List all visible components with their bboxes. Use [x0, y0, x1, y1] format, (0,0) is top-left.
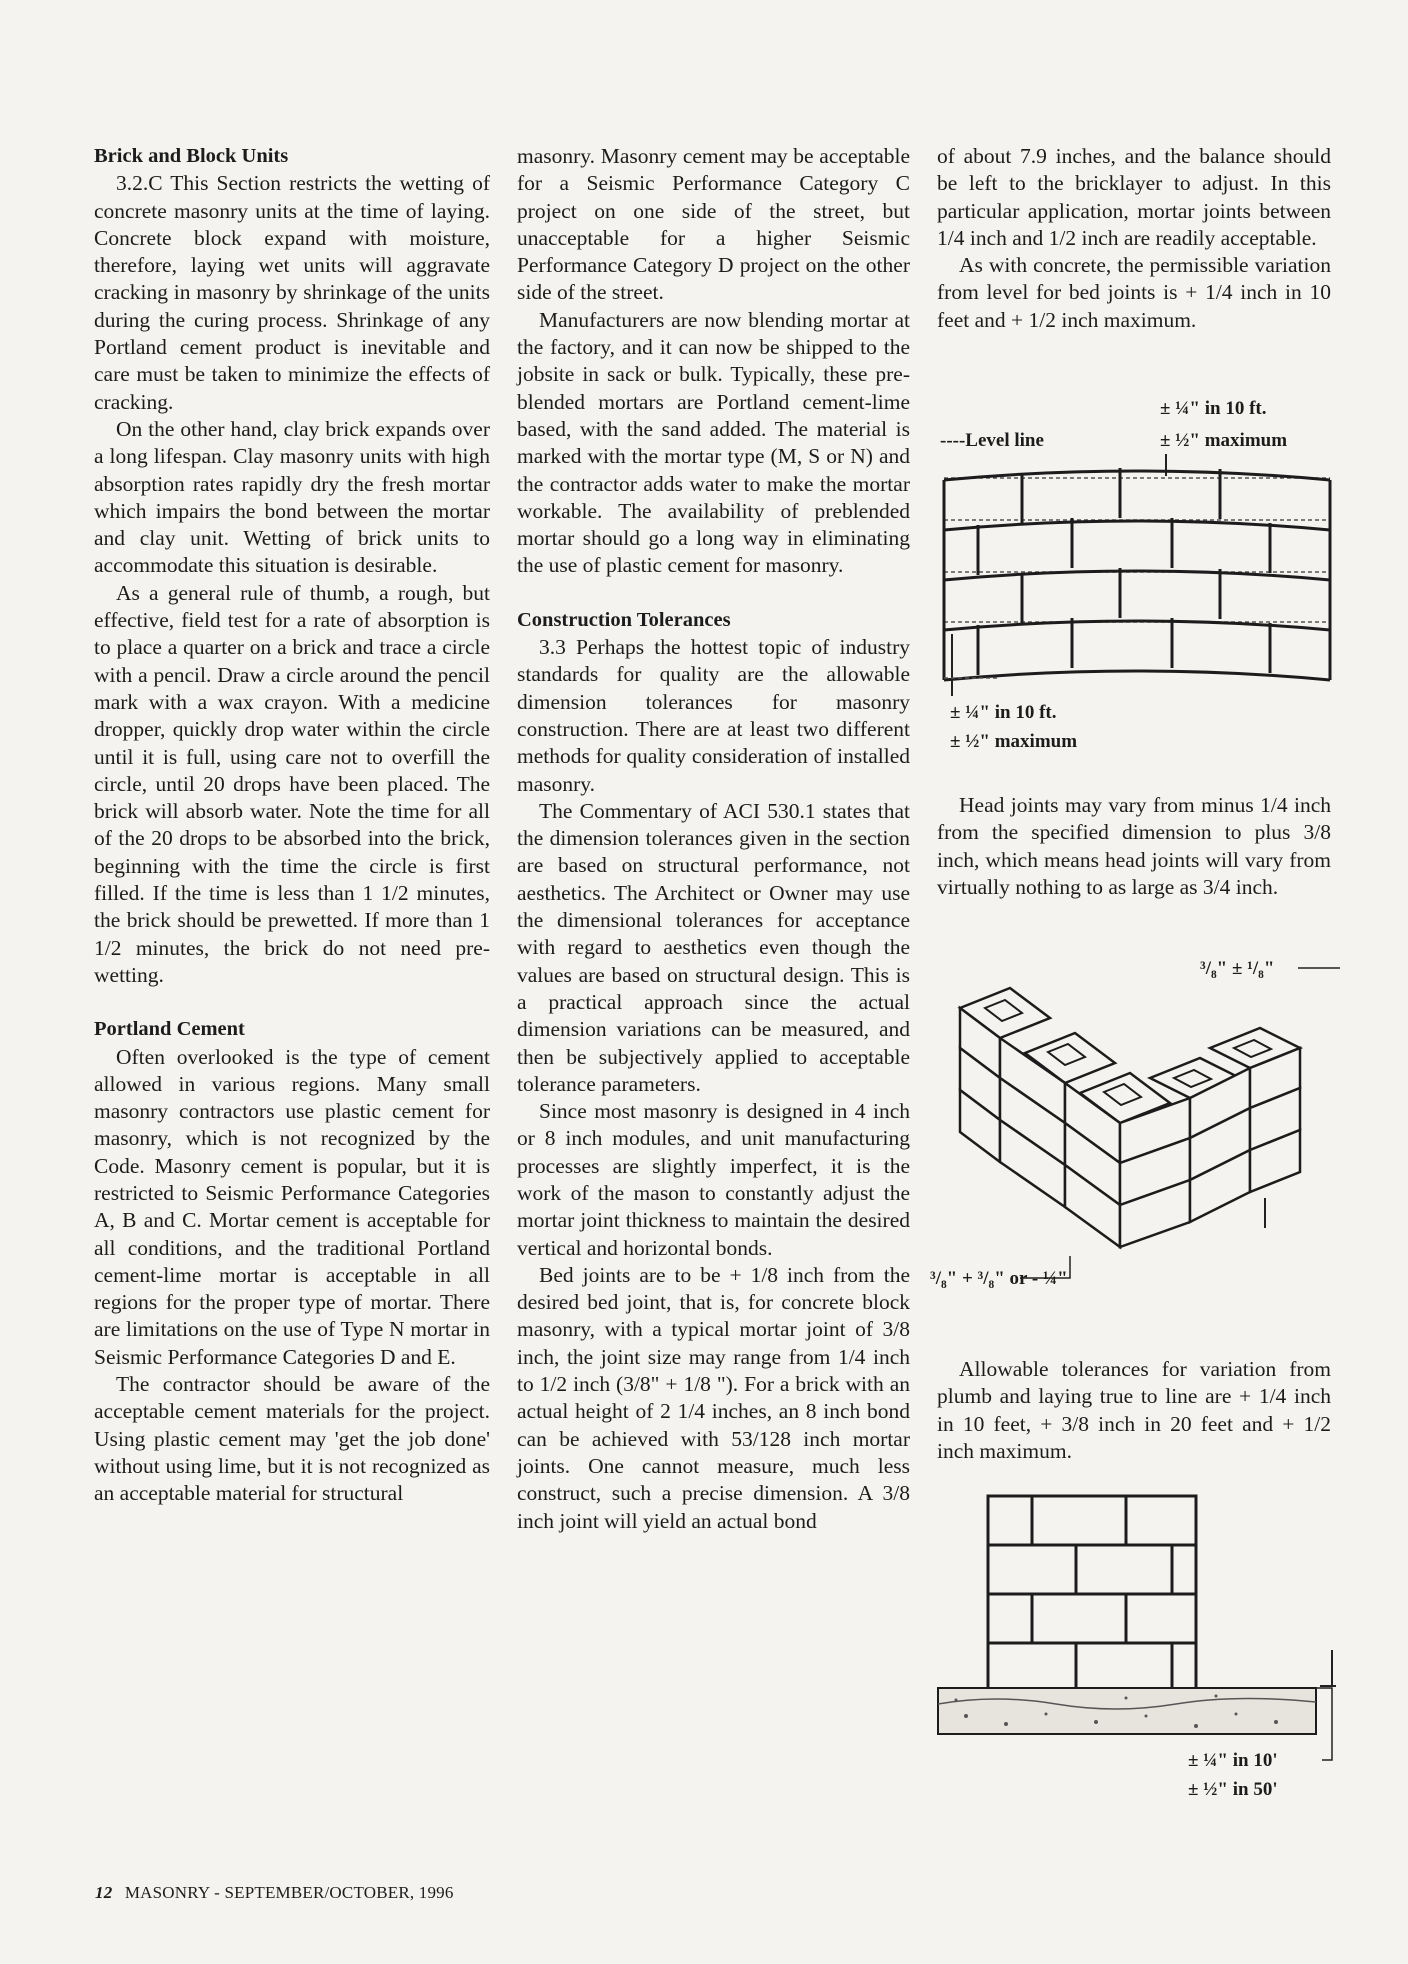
text-column-1	[94, 143, 490, 1508]
page-number: 12	[95, 1883, 113, 1902]
fig3-tol-1: ± ¼" in 10'	[1188, 1750, 1278, 1771]
text-column-3	[937, 143, 1331, 334]
paragraph: Manufacturers are now blending mortar at the factory, and it can now be shipped to the jobsite in sack or bulk. Typically, these pre-blended mortars are Portland cement-lime based, with the sand added. The material is marked with the mortar type (M, S or N) and the contractor adds water to make the mortar workable. The availability of preblended mortar should go a long way in eliminating the use of plastic cement for masonry.	[517, 307, 910, 578]
heading-brick-block-units: Brick and Block Units	[94, 145, 289, 167]
figure-bed-joint-level-tolerance	[940, 396, 1340, 766]
heading-portland-cement: Portland Cement	[94, 1018, 245, 1041]
fig1-top-tol-1: ± ¼" in 10 ft.	[1160, 398, 1267, 419]
paragraph: The Commentary of ACI 530.1 states that the dimension tolerances given in the section are based on structural performance, not aesthetics. The Architect or Owner may use the dimensional tolerances for acceptance with regard to aesthetics even though the values are based on structural design. This is a practical approach since the actual dimension variations can be measured, and then be subjectively applied to acceptable tolerance parameters.	[517, 798, 910, 1096]
figure-plumb-tolerance	[936, 1490, 1336, 1810]
paragraph: Head joints may vary from minus 1/4 inch from the specified dimension to plus 3/8 inch, which means head joints will vary from virtually nothing to as large as 3/4 inch.	[937, 793, 1331, 899]
text-block-head-joints	[937, 792, 1331, 901]
fig3-tol-2: ± ½" in 50'	[1188, 1779, 1278, 1800]
paragraph: The contractor should be aware of the acceptable cement materials for the project. Using plastic cement may 'get the job done' without using lime, but it is not recognized as an acceptable material for structural	[94, 1372, 490, 1506]
figure-head-joint-tolerance-corner	[930, 948, 1340, 1298]
paragraph: 3.2.C This Section restricts the wetting of concrete masonry units at the time of laying. Concrete block expand with moisture, therefore, laying wet units will aggravate cracking in masonry by shrinkage of the units during the curing process. Shrinkage of any Portland cement product is inevitable and care must be taken to minimize the effects of cracking.	[94, 171, 490, 414]
text-column-2	[517, 143, 910, 1535]
paragraph: On the other hand, clay brick expands over a long lifespan. Clay masonry units with high absorption rates rapidly dry the fresh mortar which impairs the bond between the mortar and clay unit. Wetting of brick units to accommodate this situation is desirable.	[94, 416, 490, 578]
paragraph: Since most masonry is designed in 4 inch or 8 inch modules, and unit manufacturing processes are slightly imperfect, it is the work of the mason to constantly adjust the mortar joint thickness to maintain the desired vertical and horizontal bonds.	[517, 1099, 910, 1260]
fig1-bottom-tol-2: ± ½" maximum	[950, 731, 1078, 752]
fig2-top-label: ³/₈" ± ¹/₈"	[1200, 958, 1275, 979]
paragraph: Allowable tolerances for variation from plumb and laying true to line are + 1/4 inch in 10 feet, + 3/8 inch in 20 feet and + 1/2 inch maximum.	[937, 1357, 1331, 1463]
fig2-bottom-label: ³/₈" + ³/₈" or - ¼"	[930, 1268, 1068, 1289]
heading-construction-tolerances: Construction Tolerances	[517, 608, 731, 631]
paragraph: of about 7.9 inches, and the balance should be left to the bricklayer to adjust. In this particular application, mortar joints between 1/4 inch and 1/2 inch are readily acceptable.	[937, 144, 1331, 250]
paragraph: masonry. Masonry cement may be acceptable for a Seismic Performance Category C project on one side of the street, but unacceptable for a higher Seismic Performance Category D project on the other side of the street.	[517, 144, 910, 305]
paragraph: Bed joints are to be + 1/8 inch from the desired bed joint, that is, for concrete block masonry, with a typical mortar joint of 3/8 inch, the joint size may range from 1/4 inch to 1/2 inch (3/8" + 1/8 "). For a brick with an actual height of 2 1/4 inches, an 8 inch bond can be achieved with 53/128 inch mortar joints. One cannot measure, much less construct, such a precise dimension. A 3/8 inch joint will yield an actual bond	[517, 1262, 910, 1533]
paragraph: As a general rule of thumb, a rough, but effective, field test for a rate of absorption is to place a quarter on a brick and trace a circle with a pencil. Draw a circle around the pencil mark with a wax crayon. With a medicine dropper, quickly drop water within the circle until it is full, using care not to overfill the circle, until 20 drops have been placed. The brick will absorb water. Note the time for all of the 20 drops to be absorbed into the brick, beginning with the time the circle is first filled. If the time is less than 1 1/2 minutes, the brick should be prewetted. If more than 1 1/2 minutes, the brick do not need pre-wetting.	[94, 580, 490, 987]
paragraph: Often overlooked is the type of cement allowed in various regions. Many small masonry contractors use plastic cement for masonry, which is not recognized by the Code. Masonry cement is popular, but it is restricted to Seismic Performance Categories A, B and C. Mortar cement is acceptable for all conditions, and the traditional Portland cement-lime mortar is acceptable in all regions for the proper type of mortar. There are limitations on the use of Type N mortar in Seismic Performance Categories D and E.	[94, 1044, 490, 1369]
fig1-level-line-label: ----Level line	[940, 430, 1044, 451]
publication-info: MASONRY - SEPTEMBER/OCTOBER, 1996	[124, 1883, 454, 1902]
text-block-plumb	[937, 1356, 1331, 1465]
fig1-bottom-tol-1: ± ¼" in 10 ft.	[950, 702, 1057, 723]
fig1-top-tol-2: ± ½" maximum	[1160, 430, 1288, 451]
paragraph: As with concrete, the permissible variation from level for bed joints is + 1/4 inch in 10 feet and + 1/2 inch maximum.	[937, 253, 1331, 332]
page-footer	[95, 1883, 454, 1903]
paragraph: 3.3 Perhaps the hottest topic of industry standards for quality are the allowable dimension tolerances for masonry construction. There are at least two different methods for quality consideration of installed masonry.	[517, 635, 910, 796]
